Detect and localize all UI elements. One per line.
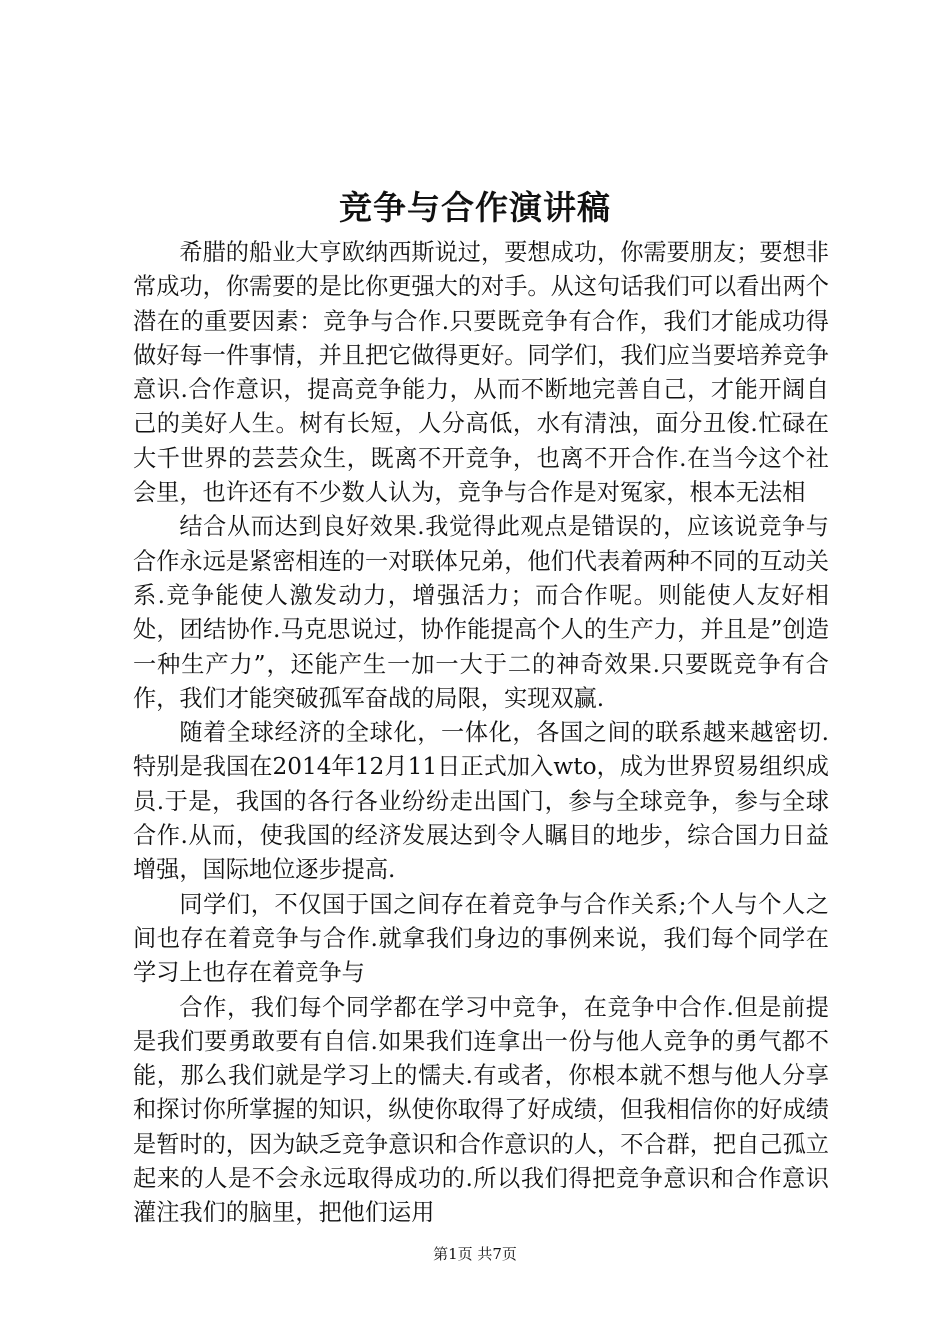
document-body (133, 236, 829, 1231)
paragraph-1: 希腊的船业大亨欧纳西斯说过，要想成功，你需要朋友；要想非常成功，你需要的是比你更强大的对手。从这句话我们可以看出两个潜在的重要因素：竞争与合作.只要既竞争有合作，我们才能成功得做好每一件事情，并且把它做得更好。同学们，我们应当要培养竞争意识.合作意识，提高竞争能力，从而不断地完善自己，才能开阔自己的美好人生。树有长短，人分高低，水有清浊，面分丑俊.忙碌在大千世界的芸芸众生，既离不开竞争，也离不开合作.在当今这个社会里，也许还有不少数人认为，竞争与合作是对冤家，根本无法相 (133, 239, 829, 507)
document-title: 竞争与合作演讲稿 (339, 188, 611, 227)
paragraph-5: 合作，我们每个同学都在学习中竞争，在竞争中合作.但是前提是我们要勇敢要有自信.如果我们连拿出一份与他人竞争的勇气都不能，那么我们就是学习上的懦夫.有或者，你根本就不想与他人分享和探讨你所掌握的知识，纵使你取得了好成绩，但我相信你的好成绩是暂时的，因为缺乏竞争意识和合作意识的人，不合群，把自己孤立起来的人是不会永远取得成功的.所以我们得把竞争意识和合作意识灌注我们的脑里，把他们运用 (133, 993, 829, 1227)
paragraph-3: 随着全球经济的全球化，一体化，各国之间的联系越来越密切.特别是我国在2014年12月11日正式加入wto，成为世界贸易组织成员.于是，我国的各行各业纷纷走出国门，参与全球竞争，参与全球合作.从而，使我国的经济发展达到令人瞩目的地步，综合国力日益增强，国际地位逐步提高. (133, 719, 829, 884)
page-footer: 第1页 共7页 (433, 1245, 517, 1263)
paragraph-2: 结合从而达到良好效果.我觉得此观点是错误的，应该说竞争与合作永远是紧密相连的一对联体兄弟，他们代表着两种不同的互动关系.竞争能使人激发动力，增强活力；而合作呢。则能使人友好相处，团结协作.马克思说过，协作能提高个人的生产力，并且是”创造一种生产力”，还能产生一加一大于二的神奇效果.只要既竞争有合作，我们才能突破孤军奋战的局限，实现双赢. (133, 513, 829, 712)
paragraph-4: 同学们，不仅国于国之间存在着竞争与合作关系;个人与个人之间也存在着竞争与合作.就拿我们身边的事例来说，我们每个同学在学习上也存在着竞争与 (133, 890, 829, 987)
